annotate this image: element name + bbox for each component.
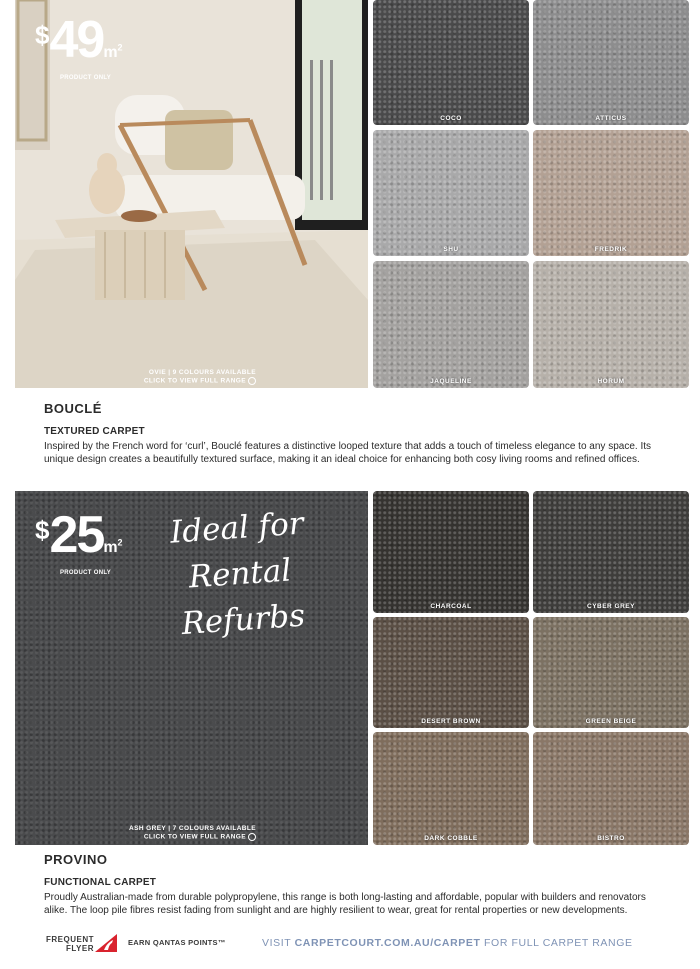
swatch-label: GREEN BEIGE — [585, 718, 637, 725]
swatch-label: DARK COBBLE — [424, 835, 478, 842]
boucle-price — [35, 11, 123, 69]
swatch-label: BISTRO — [597, 835, 625, 842]
zoom-icon — [248, 377, 256, 385]
swatch-green-beige[interactable] — [533, 617, 689, 728]
price-dollar-sign: $ — [35, 515, 50, 545]
swatch-label: HORUM — [597, 378, 625, 385]
swatch-label: FREDRIK — [594, 246, 628, 253]
swatch-desert-brown[interactable] — [373, 617, 529, 728]
ff-line-1: FREQUENT — [46, 935, 94, 944]
swatch-label: DESERT BROWN — [421, 718, 481, 725]
provino-hero-caption[interactable] — [129, 825, 256, 842]
swatch-coco[interactable] — [373, 0, 529, 125]
swatch-bistro[interactable] — [533, 732, 689, 845]
script-line-2: Rental Refurbs — [180, 552, 307, 643]
swatch-label: COCO — [440, 115, 462, 122]
swatch-charcoal[interactable] — [373, 491, 529, 613]
swatch-jaqueline[interactable] — [373, 261, 529, 388]
price-amount: 49 — [49, 11, 104, 69]
swatch-label: SHU — [443, 246, 459, 253]
price-unit: $m^2$ — [103, 42, 123, 61]
swatch-label: CHARCOAL — [430, 603, 472, 610]
provino-title: PROVINO — [44, 852, 108, 867]
boucle-subtitle: TEXTURED CARPET — [44, 426, 145, 437]
provino-description: Proudly Australian-made from durable polypropylene, this range is both long-lasting and affordable, popular with builders and renovators alike. The loop pile fibres resist fading from sunlight and are highly resilient to wear, great for rental properties or new developments. — [44, 892, 646, 916]
swatch-label: CYBER GREY — [587, 603, 635, 610]
boucle-title: BOUCLÉ — [44, 401, 102, 416]
boucle-hero-caption[interactable] — [144, 369, 256, 386]
caption-range-info: ASH GREY | 7 COLOURS AVAILABLE — [129, 825, 256, 832]
swatch-fredrik[interactable] — [533, 130, 689, 256]
provino-script-headline — [125, 497, 354, 650]
earn-qantas-points: EARN QANTAS POINTS™ — [128, 938, 226, 947]
boucle-description: Inspired by the French word for ‘curl’, Bouclé features a distinctive looped texture that adds a touch of timeless elegance to any space. Its unique design creates a beautifully textured surface, making it an ideal choice for enhancing both cosy living rooms and refined offices. — [44, 441, 651, 465]
visit-website-link[interactable]: VISIT CARPETCOURT.COM.AU/CARPET FOR FULL CARPET RANGE — [262, 937, 633, 949]
price-amount: 25 — [49, 506, 104, 564]
price-dollar-sign: $ — [35, 20, 50, 50]
swatch-horum[interactable] — [533, 261, 689, 388]
provino-price — [35, 506, 123, 564]
caption-view-range-link[interactable]: CLICK TO VIEW FULL RANGE — [129, 833, 256, 842]
script-line-1: Ideal for — [168, 505, 305, 551]
zoom-icon — [248, 833, 256, 841]
carpet-court-url[interactable]: CARPETCOURT.COM.AU/CARPET — [294, 937, 481, 949]
caption-view-range-link[interactable]: CLICK TO VIEW FULL RANGE — [144, 377, 256, 386]
swatch-shu[interactable] — [373, 130, 529, 256]
provino-price-note: PRODUCT ONLY — [60, 570, 112, 576]
swatch-dark-cobble[interactable] — [373, 732, 529, 845]
ff-line-2: FLYER — [66, 944, 94, 953]
swatch-atticus[interactable] — [533, 0, 689, 125]
swatch-label: ATTICUS — [595, 115, 627, 122]
caption-range-info: OVIE | 9 COLOURS AVAILABLE — [148, 369, 256, 376]
provino-subtitle: FUNCTIONAL CARPET — [44, 877, 157, 888]
frequent-flyer-logo — [46, 935, 94, 953]
swatch-cyber-grey[interactable] — [533, 491, 689, 613]
boucle-hero-image[interactable] — [15, 0, 368, 388]
swatch-label: JAQUELINE — [430, 378, 472, 385]
qantas-kangaroo-icon — [95, 934, 117, 952]
boucle-price-note: PRODUCT ONLY — [60, 75, 112, 81]
price-unit: $m^2$ — [103, 537, 123, 556]
